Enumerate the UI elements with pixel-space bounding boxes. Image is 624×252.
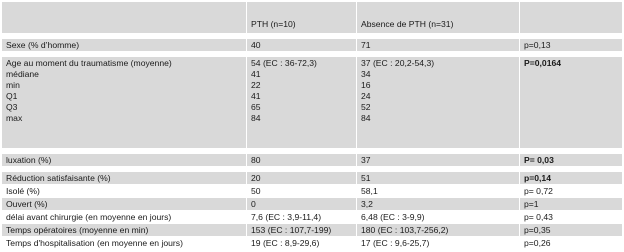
age-label-moyenne: Age au moment du traumatisme (moyenne) — [6, 58, 172, 68]
pth-value: 50 — [247, 185, 357, 198]
pth-value: 40 — [247, 39, 357, 52]
p-value: p=0,35 — [520, 224, 623, 237]
age-label-mediane: médiane — [6, 69, 39, 79]
age-absence-values — [357, 57, 520, 149]
pth-value: 19 (EC : 8,9-29,6) — [247, 237, 357, 250]
age-labels — [2, 57, 247, 149]
absence-value: 51 — [357, 172, 520, 185]
pth-value: 7,6 (EC : 3,9-11,4) — [247, 211, 357, 224]
table-row-reduction — [2, 172, 623, 185]
pth-value: 22 — [251, 80, 261, 90]
row-label: Temps d'hospitalisation (en moyenne en jours) — [2, 237, 247, 250]
row-label: Ouvert (%) — [2, 198, 247, 211]
p-value: p= 0,43 — [520, 211, 623, 224]
pth-value: 80 — [247, 154, 357, 167]
p-value: p=0,26 — [520, 237, 623, 250]
age-pth-values — [247, 57, 357, 149]
p-value: p= 0,72 — [520, 185, 623, 198]
table-row-delai — [2, 211, 623, 224]
row-label: Sexe (% d’homme) — [2, 39, 247, 52]
age-label-q3: Q3 — [6, 102, 18, 112]
table-row-sexe — [2, 39, 623, 52]
absence-value: 84 — [361, 113, 371, 123]
p-value: P= 0,03 — [520, 154, 623, 167]
pth-value: 41 — [251, 91, 261, 101]
age-label-min: min — [6, 80, 20, 90]
row-label: luxation (%) — [2, 154, 247, 167]
absence-value: 58,1 — [357, 185, 520, 198]
absence-value: 3,2 — [357, 198, 520, 211]
pth-value: 0 — [247, 198, 357, 211]
header-empty-cell — [2, 2, 247, 34]
table-row-luxation — [2, 154, 623, 167]
row-label: Réduction satisfaisante (%) — [2, 172, 247, 185]
pth-value: 54 (EC : 36-72,3) — [251, 58, 317, 68]
header-row — [2, 2, 623, 34]
table-row-isole — [2, 185, 623, 198]
row-label: Temps opératoires (moyenne en min) — [2, 224, 247, 237]
p-value: P=0,0164 — [524, 58, 562, 68]
pth-value: 84 — [251, 113, 261, 123]
table-row-temps-hospitalisation — [2, 237, 623, 250]
pth-value: 20 — [247, 172, 357, 185]
pth-value: 41 — [251, 69, 261, 79]
absence-value: 6,48 (EC : 3-9,9) — [357, 211, 520, 224]
pth-value: 65 — [251, 102, 261, 112]
p-value: p=0,14 — [520, 172, 623, 185]
absence-value: 24 — [361, 91, 371, 101]
row-label: délai avant chirurgie (en moyenne en jours) — [2, 211, 247, 224]
absence-value: 37 (EC : 20,2-54,3) — [361, 58, 435, 68]
table-row-ouvert — [2, 198, 623, 211]
absence-value: 34 — [361, 69, 371, 79]
p-value: p=1 — [520, 198, 623, 211]
p-value: p=0,13 — [520, 39, 623, 52]
absence-value: 37 — [357, 154, 520, 167]
age-label-max: max — [6, 113, 23, 123]
pth-value: 153 (EC : 107,7-199) — [247, 224, 357, 237]
age-label-q1: Q1 — [6, 91, 18, 101]
absence-value: 17 (EC : 9,6-25,7) — [357, 237, 520, 250]
absence-value: 71 — [357, 39, 520, 52]
absence-value: 52 — [361, 102, 371, 112]
header-p-value — [520, 2, 623, 34]
row-label: Isolé (%) — [2, 185, 247, 198]
absence-value: 16 — [361, 80, 371, 90]
table-row-age — [2, 57, 623, 149]
age-p-value — [520, 57, 623, 149]
results-table — [1, 1, 623, 250]
header-absence-pth: Absence de PTH (n=31) — [357, 2, 520, 34]
absence-value: 180 (EC : 103,7-256,2) — [357, 224, 520, 237]
table-row-temps-operatoires — [2, 224, 623, 237]
header-pth: PTH (n=10) — [247, 2, 357, 34]
